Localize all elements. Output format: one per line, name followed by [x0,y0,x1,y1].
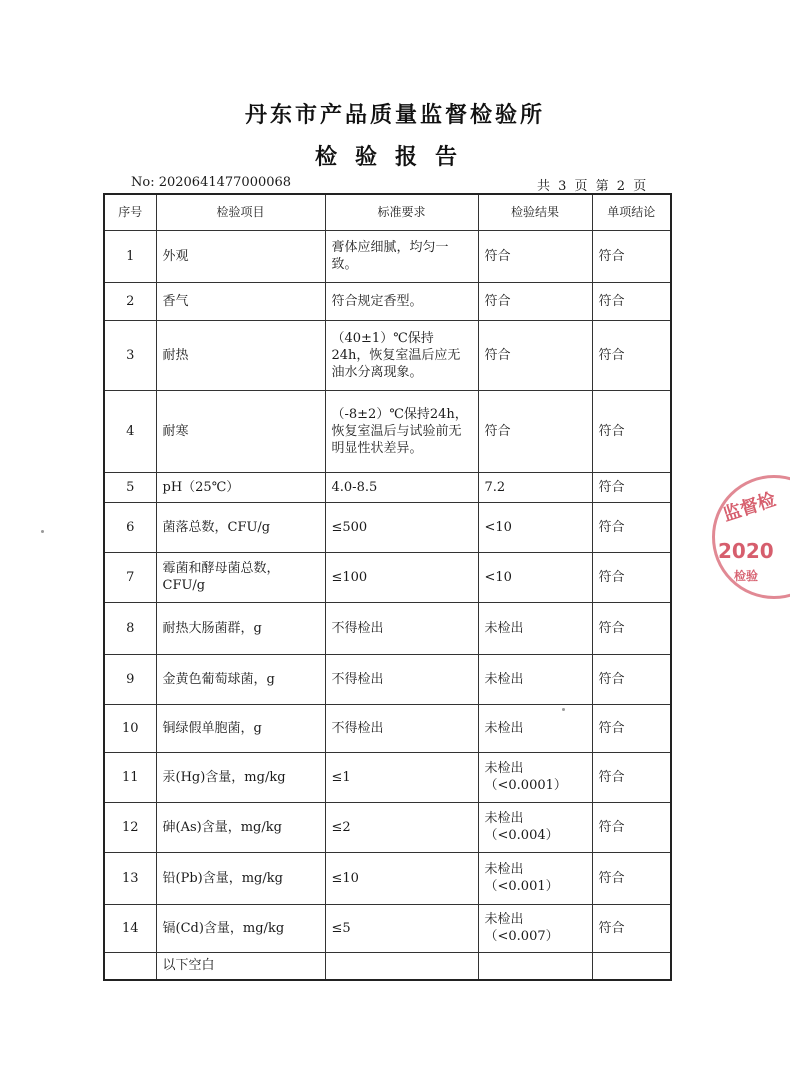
cell-no: 4 [104,390,156,472]
report-title: 检验报告 [314,144,475,170]
cell-no: 13 [104,852,156,904]
cell-standard: ≤1 [325,752,478,802]
header-result: 检验结果 [478,194,592,230]
cell-standard: ≤10 [325,852,478,904]
seal-top-text: 监督检 [720,489,779,526]
table-row [104,282,671,320]
cell-result: 未检出（<0.001） [478,852,592,904]
cell-standard-blank [325,952,478,980]
cell-result: 符合 [478,230,592,282]
cell-no: 3 [104,320,156,390]
inspection-table [103,193,672,981]
table-row [104,230,671,282]
cell-conclusion: 符合 [592,320,671,390]
table-row [104,852,671,904]
cell-no: 9 [104,654,156,704]
official-seal [712,475,790,607]
cell-item: 砷(As)含量，mg/kg [156,802,325,852]
header-no: 序号 [104,194,156,230]
cell-no: 2 [104,282,156,320]
cell-conclusion: 符合 [592,904,671,952]
cell-no: 6 [104,502,156,552]
cell-conclusion-blank [592,952,671,980]
cell-item: 霉菌和酵母菌总数，CFU/g [156,552,325,602]
cell-conclusion: 符合 [592,602,671,654]
table-row [104,752,671,802]
cell-no-blank [104,952,156,980]
cell-standard: 4.0-8.5 [325,472,478,502]
cell-standard: （-8±2）℃保持24h，恢复室温后与试验前无明显性状差异。 [325,390,478,472]
blank-note: 以下空白 [156,952,325,980]
table-row [104,654,671,704]
cell-result: 符合 [478,390,592,472]
cell-no: 10 [104,704,156,752]
table-row [104,390,671,472]
cell-conclusion: 符合 [592,472,671,502]
cell-standard: ≤2 [325,802,478,852]
cell-standard: ≤5 [325,904,478,952]
table-row [104,802,671,852]
cell-no: 12 [104,802,156,852]
cell-standard: ≤100 [325,552,478,602]
cell-conclusion: 符合 [592,502,671,552]
cell-standard: 不得检出 [325,704,478,752]
cell-conclusion: 符合 [592,282,671,320]
cell-standard: 不得检出 [325,654,478,704]
table-footer-row [104,952,671,980]
cell-result: 未检出（<0.007） [478,904,592,952]
cell-item: 镉(Cd)含量，mg/kg [156,904,325,952]
cell-result: <10 [478,502,592,552]
cell-item: pH（25℃） [156,472,325,502]
table-row [104,704,671,752]
cell-conclusion: 符合 [592,390,671,472]
cell-no: 7 [104,552,156,602]
cell-result: 未检出 [478,602,592,654]
table-row [104,552,671,602]
header-conclusion: 单项结论 [592,194,671,230]
cell-standard: ≤500 [325,502,478,552]
table-row [104,904,671,952]
cell-conclusion: 符合 [592,752,671,802]
table-row [104,502,671,552]
header-item: 检验项目 [156,194,325,230]
cell-item: 外观 [156,230,325,282]
cell-item: 汞(Hg)含量，mg/kg [156,752,325,802]
scan-speck [562,708,565,711]
cell-standard: （40±1）℃保持24h，恢复室温后应无油水分离现象。 [325,320,478,390]
cell-conclusion: 符合 [592,802,671,852]
cell-no: 8 [104,602,156,654]
table-row [104,320,671,390]
cell-item: 耐寒 [156,390,325,472]
cell-result: <10 [478,552,592,602]
scan-speck [41,530,44,533]
cell-no: 11 [104,752,156,802]
cell-result: 未检出（<0.0001） [478,752,592,802]
cell-result: 未检出 [478,654,592,704]
cell-result: 7.2 [478,472,592,502]
cell-conclusion: 符合 [592,654,671,704]
cell-item: 耐热大肠菌群，g [156,602,325,654]
table-row [104,472,671,502]
table-header-row [104,194,671,230]
cell-conclusion: 符合 [592,852,671,904]
cell-result: 未检出 [478,704,592,752]
cell-conclusion: 符合 [592,230,671,282]
cell-result-blank [478,952,592,980]
cell-conclusion: 符合 [592,704,671,752]
cell-no: 14 [104,904,156,952]
cell-item: 耐热 [156,320,325,390]
cell-item: 香气 [156,282,325,320]
page-info: 共 3 页 第 2 页 [537,179,647,194]
cell-result: 符合 [478,282,592,320]
cell-item: 金黄色葡萄球菌，g [156,654,325,704]
institute-name: 丹东市产品质量监督检验所 [244,102,545,128]
seal-year: 2020 [718,539,774,563]
cell-standard: 符合规定香型。 [325,282,478,320]
header-standard: 标准要求 [325,194,478,230]
cell-standard: 不得检出 [325,602,478,654]
cell-item: 铜绿假单胞菌，g [156,704,325,752]
cell-no: 5 [104,472,156,502]
cell-no: 1 [104,230,156,282]
table-row [104,602,671,654]
seal-ring [712,475,790,599]
cell-standard: 膏体应细腻，均匀一致。 [325,230,478,282]
report-number: No: 2020641477000068 [131,175,292,190]
cell-item: 铅(Pb)含量，mg/kg [156,852,325,904]
cell-result: 符合 [478,320,592,390]
seal-mark: 检验 [734,569,759,583]
cell-item: 菌落总数，CFU/g [156,502,325,552]
cell-conclusion: 符合 [592,552,671,602]
cell-result: 未检出（<0.004） [478,802,592,852]
